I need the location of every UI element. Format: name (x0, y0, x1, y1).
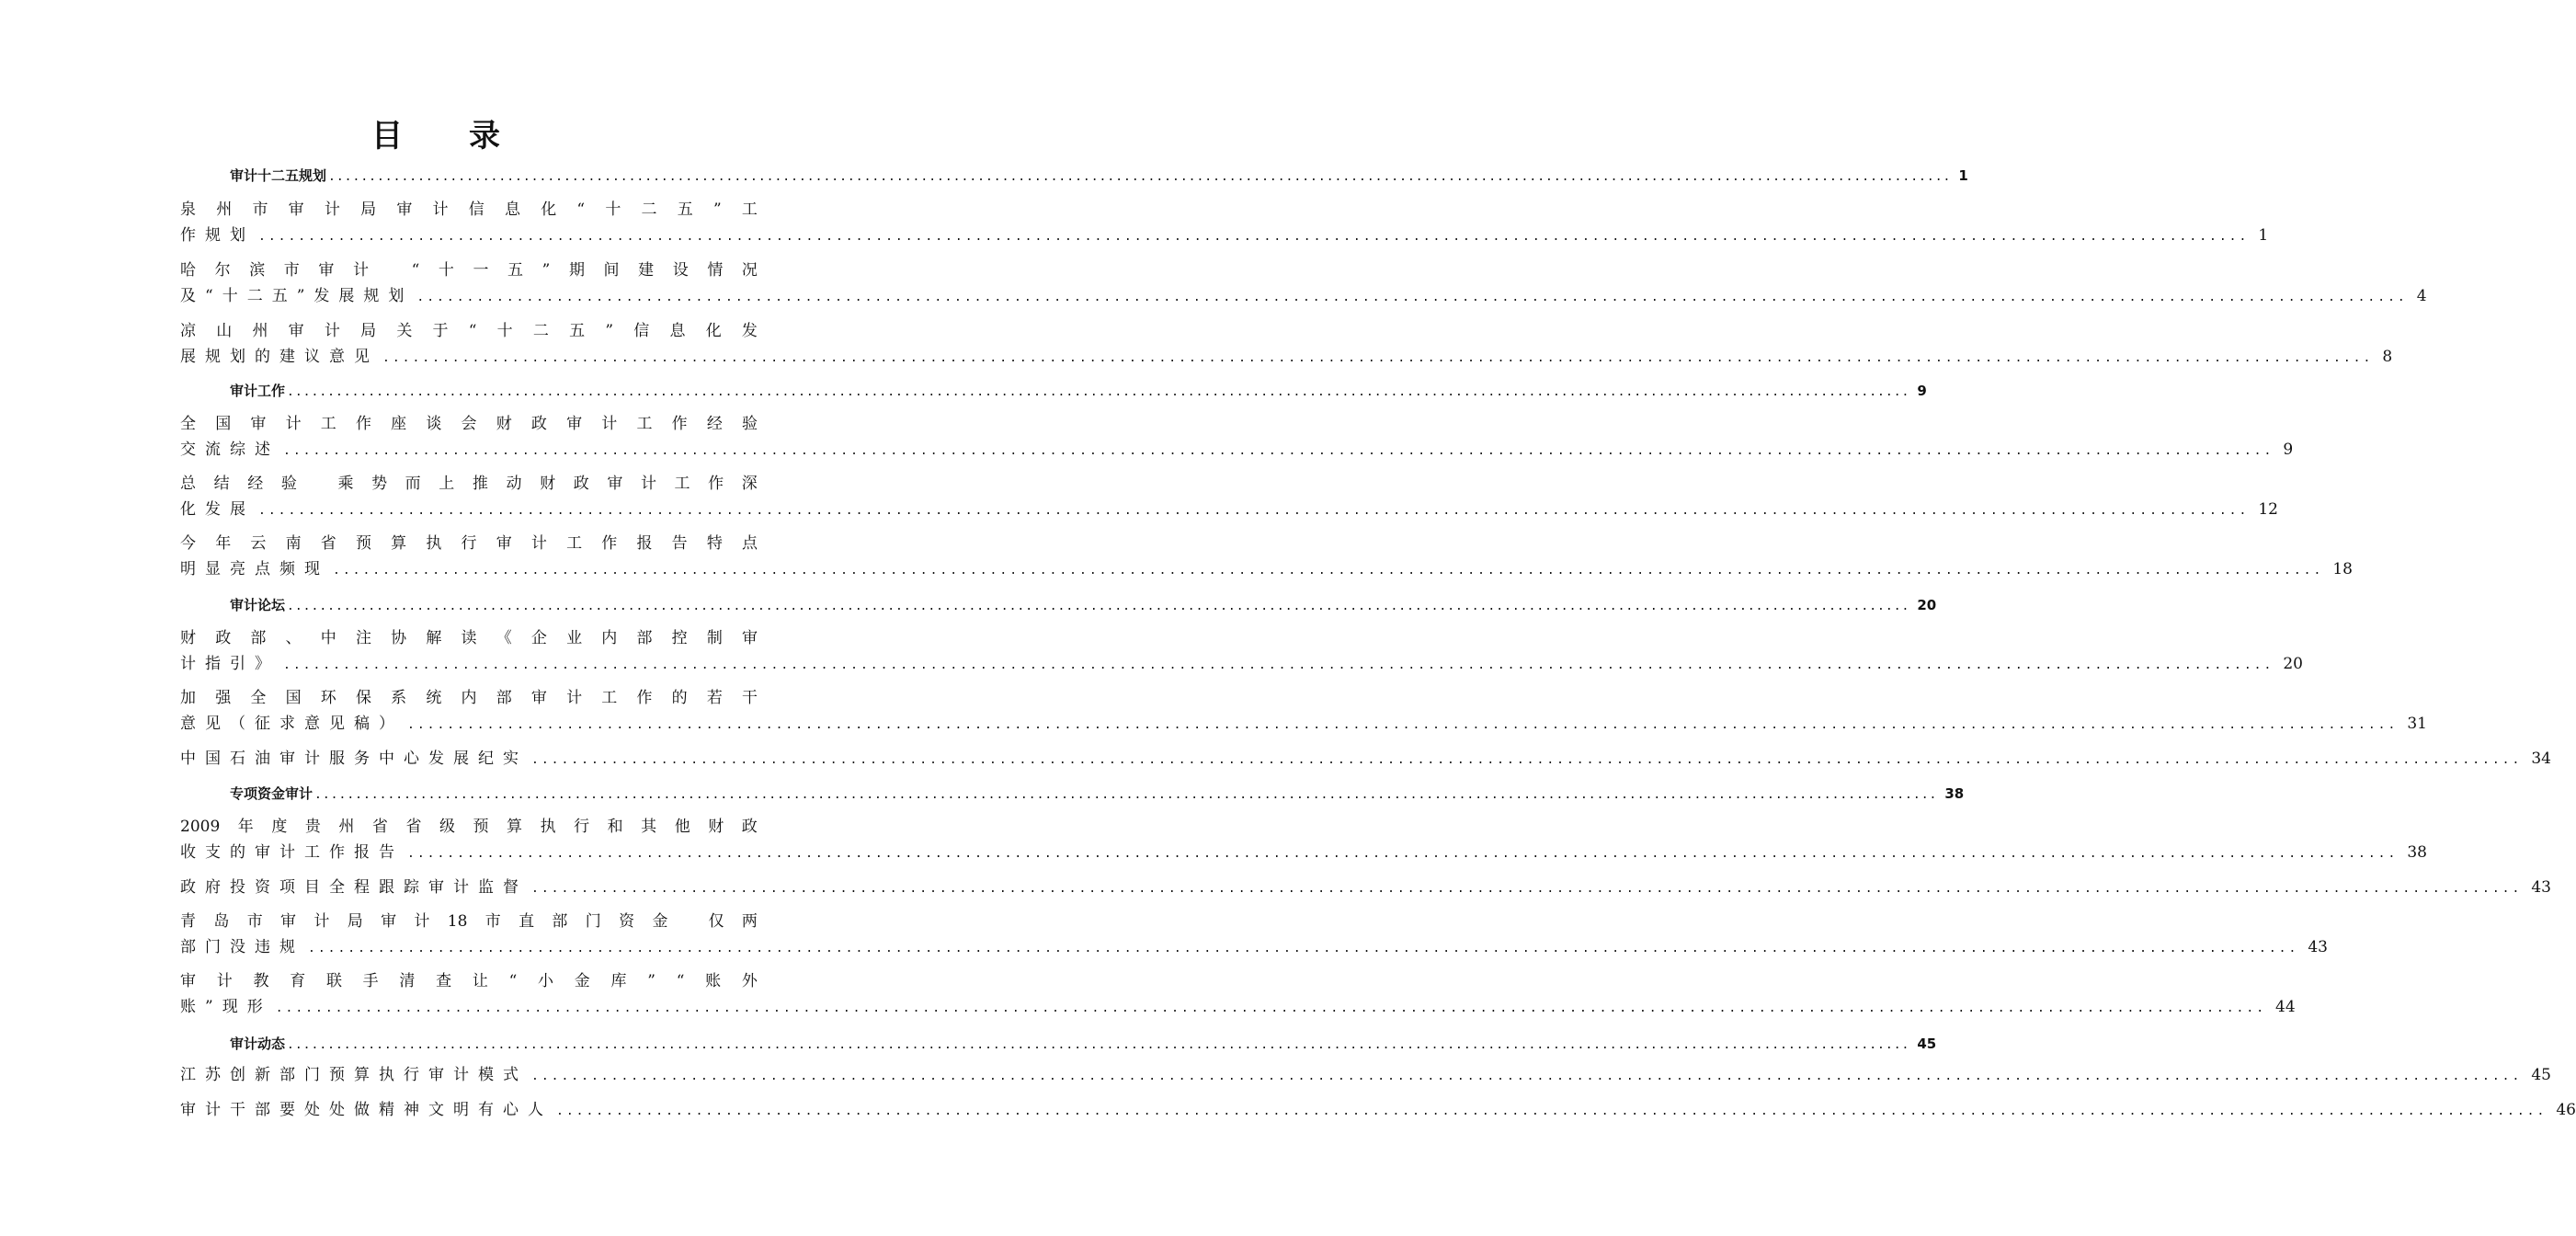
page-title (0, 110, 873, 155)
title-char: 内 (601, 629, 618, 647)
title-char: 作 (601, 534, 618, 553)
title-char: 度 (271, 818, 288, 836)
title-char: 谈 (426, 415, 442, 433)
title-char: 强 (215, 689, 232, 707)
title-char: 审 (280, 912, 297, 931)
title-char-1: 目 (371, 118, 405, 154)
entry-title-text: 意见（征求意见稿） (180, 715, 404, 733)
title-char: 局 (360, 322, 377, 340)
title-char: 财 (708, 818, 724, 836)
page-number: 31 (2407, 715, 2427, 733)
dot-leader: ........................................................................................................................................................................................................ (382, 351, 2374, 365)
entry-title-text: 收支的审计工作报告 (180, 843, 404, 862)
title-char: 读 (461, 629, 477, 647)
title-char: 关 (396, 322, 413, 340)
dot-leader: ........................................................................................................................................................................................................ (287, 385, 1910, 399)
entry-title-line-2 (180, 283, 2427, 309)
toc-entry[interactable] (180, 746, 2551, 772)
toc-entry[interactable] (180, 318, 2393, 370)
title-char: 局 (347, 912, 363, 931)
page-number: 45 (2531, 1066, 2551, 1084)
title-char: 注 (355, 629, 371, 647)
title-char: 统 (426, 689, 442, 707)
toc-entry[interactable] (180, 968, 2296, 1020)
title-char: 凉 (180, 322, 196, 340)
title-char: 计 (285, 415, 302, 433)
title-char: 、 (285, 629, 302, 647)
entry-title-line-1 (180, 531, 758, 556)
toc-entry[interactable] (180, 625, 2303, 677)
entry-title-line-1 (180, 685, 758, 711)
entry-title-text: 审计干部要处处做精神文明有心人 (180, 1101, 553, 1119)
title-char-2: 录 (469, 118, 502, 154)
title-char: 审 (180, 972, 196, 990)
title-char: 发 (741, 322, 758, 340)
title-char: 《 (496, 629, 512, 647)
entry-title-line-2 (180, 840, 2427, 865)
dot-leader: ........................................................................................................................................................................................................ (275, 1001, 2267, 1015)
page-number: 4 (2416, 287, 2427, 305)
title-char: 业 (566, 629, 583, 647)
title-char: 财 (180, 629, 196, 647)
title-char: 部 (250, 629, 267, 647)
page-number: 43 (2531, 878, 2551, 897)
dot-leader: ........................................................................................................................................................................................................ (258, 504, 2250, 518)
title-char: 计 (324, 322, 340, 340)
entry-title-line-1 (180, 197, 758, 223)
entry-title-line-2 (180, 875, 2551, 900)
title-char: 间 (603, 261, 620, 280)
title-char: 计 (601, 415, 618, 433)
title-char: 工 (741, 200, 758, 219)
entry-title-text: 交流综述 (180, 441, 279, 459)
title-char: 部 (496, 689, 512, 707)
title-char: 市 (484, 912, 501, 931)
page-number: 20 (1917, 597, 1937, 613)
title-char: ” (712, 200, 722, 219)
title-char: 期 (568, 261, 585, 280)
page-number: 1 (2258, 226, 2269, 245)
title-char: 清 (399, 972, 416, 990)
title-char: 验 (280, 475, 297, 493)
title-char: 制 (706, 629, 723, 647)
entry-title-text: 作规划 (180, 226, 255, 245)
title-char: 国 (285, 689, 302, 707)
entry-title-line-1 (180, 411, 758, 437)
page-number: 20 (2283, 655, 2303, 673)
title-char: 州 (216, 200, 233, 219)
entry-title-line-2 (180, 711, 2427, 737)
title-char: 山 (216, 322, 233, 340)
title-char: 环 (320, 689, 336, 707)
title-char: 财 (496, 415, 512, 433)
title-char: 计 (324, 200, 340, 219)
title-char: 外 (741, 972, 758, 990)
title-char: 系 (391, 689, 407, 707)
page-number: 18 (2332, 560, 2353, 578)
title-char: 让 (472, 972, 488, 990)
title-char: 市 (252, 200, 268, 219)
dot-leader: ........................................................................................................................................................................................................ (314, 788, 1938, 802)
title-char: 解 (426, 629, 442, 647)
toc-entry[interactable] (180, 471, 2278, 522)
title-char: 工 (601, 689, 618, 707)
title-char: 级 (439, 818, 455, 836)
title-char: 化 (705, 322, 722, 340)
title-char: 全 (180, 415, 196, 433)
title-char: 五 (507, 261, 524, 280)
title-char: 经 (247, 475, 264, 493)
title-char: 贵 (304, 818, 321, 836)
title-char: 仅 (708, 912, 724, 931)
title-char: 预 (355, 534, 371, 553)
title-char: 的 (671, 689, 688, 707)
entry-title-line-1 (180, 258, 758, 283)
title-char: 动 (506, 475, 522, 493)
entry-title-text: 计指引》 (180, 655, 279, 673)
dot-leader: ........................................................................................................................................................................................................ (283, 444, 2274, 458)
title-char: 十 (438, 261, 454, 280)
dot-leader: ........................................................................................................................................................................................................ (416, 291, 2408, 304)
title-char: 直 (519, 912, 535, 931)
title-char: 总 (180, 475, 196, 493)
title-char: 计 (640, 475, 656, 493)
title-char: 教 (253, 972, 269, 990)
title-char: 乘 (337, 475, 354, 493)
title-char: 计 (432, 200, 449, 219)
toc-entry[interactable] (180, 1062, 2551, 1088)
entry-title-line-2 (180, 344, 2393, 370)
title-char: 算 (507, 818, 523, 836)
title-char: 预 (473, 818, 489, 836)
title-char: 工 (320, 415, 336, 433)
section-label: 审计工作 (230, 383, 286, 399)
title-char: 五 (569, 322, 586, 340)
title-char: 内 (461, 689, 477, 707)
title-char: 金 (574, 972, 590, 990)
entry-title-line-2 (180, 934, 2328, 960)
title-char: 特 (706, 534, 723, 553)
entry-title-text: 中国石油审计服务中心发展纪实 (180, 750, 528, 768)
section-label: 专项资金审计 (230, 785, 313, 802)
title-char: 2009 (180, 818, 221, 836)
page-number: 9 (1917, 383, 1927, 399)
dot-leader: ........................................................................................................................................................................................................ (531, 753, 2523, 767)
title-char: 十 (605, 200, 621, 219)
page-number: 38 (1944, 785, 1965, 802)
title-char: 计 (530, 534, 547, 553)
title-char: 部 (552, 912, 568, 931)
title-char: 结 (213, 475, 230, 493)
title-char: 岛 (213, 912, 230, 931)
title-char: ” (647, 972, 655, 990)
title-char: 作 (671, 415, 688, 433)
dot-leader: ........................................................................................................................................................................................................ (531, 1070, 2523, 1083)
title-char: 信 (468, 200, 484, 219)
entry-title-line-2 (180, 746, 2551, 772)
entry-title-text: 明显亮点频现 (180, 560, 329, 578)
toc-section-heading[interactable] (230, 595, 1937, 614)
page-number: 45 (1917, 1036, 1937, 1052)
toc-entry[interactable] (180, 685, 2427, 737)
title-char: 省 (371, 818, 388, 836)
toc-entry[interactable] (180, 875, 2551, 900)
toc-entry[interactable] (180, 814, 2427, 865)
entry-title-text: 展规划的建议意见 (180, 348, 379, 366)
section-label: 审计论坛 (230, 597, 286, 613)
title-char: 金 (652, 912, 668, 931)
entry-title-text: 化发展 (180, 500, 255, 519)
title-char: 滨 (249, 261, 266, 280)
title-char: 财 (540, 475, 556, 493)
title-char: “ (468, 322, 477, 340)
title-char: 省 (320, 534, 336, 553)
entry-title-line-2 (180, 437, 2294, 463)
title-char: 中 (320, 629, 336, 647)
title-char: 作 (708, 475, 724, 493)
entry-title-text: 及“十二五”发展规划 (180, 287, 414, 305)
title-char: 协 (391, 629, 407, 647)
title-char: 点 (742, 534, 758, 553)
title-char: 息 (669, 322, 686, 340)
entry-title-line-1 (180, 471, 758, 497)
title-char: 审 (288, 200, 304, 219)
entry-title-text: 账”现形 (180, 998, 272, 1016)
title-char: 哈 (180, 261, 196, 280)
title-char: 十 (496, 322, 513, 340)
title-char: 信 (633, 322, 650, 340)
title-char: 于 (432, 322, 449, 340)
title-char: 局 (360, 200, 377, 219)
title-char: 资 (619, 912, 635, 931)
title-char: 座 (391, 415, 407, 433)
entry-title-line-2 (180, 1062, 2551, 1088)
entry-title-line-1 (180, 909, 758, 934)
title-char: 算 (391, 534, 407, 553)
title-char: 州 (338, 818, 355, 836)
section-label: 审计动态 (230, 1036, 286, 1052)
title-char: 审 (396, 200, 413, 219)
title-char: 18 (447, 912, 468, 931)
entry-title-line-1 (180, 814, 758, 840)
title-char: 今 (180, 534, 196, 553)
title-char: 其 (641, 818, 657, 836)
toc-section-heading[interactable] (230, 784, 1965, 803)
toc-section-heading[interactable] (230, 381, 1927, 400)
title-char: 联 (325, 972, 342, 990)
title-char: 市 (283, 261, 300, 280)
toc-entry[interactable] (180, 909, 2328, 960)
entry-title-line-1 (180, 318, 758, 344)
title-char: 二 (532, 322, 549, 340)
title-char: 账 (705, 972, 722, 990)
title-char: 化 (541, 200, 557, 219)
title-char: 育 (290, 972, 306, 990)
title-char: 报 (636, 534, 653, 553)
title-char: 市 (246, 912, 263, 931)
title-char: 审 (496, 534, 512, 553)
toc-entry[interactable] (180, 258, 2427, 309)
title-char: 情 (707, 261, 724, 280)
dot-leader: ........................................................................................................................................................................................................ (328, 170, 1952, 184)
title-char: 库 (610, 972, 627, 990)
title-char: 行 (574, 818, 590, 836)
entry-title-line-1 (180, 625, 758, 651)
section-label: 审计十二五规划 (230, 167, 327, 184)
title-char: 审 (318, 261, 335, 280)
title-char: “ (676, 972, 685, 990)
title-char: 上 (439, 475, 455, 493)
title-char: 二 (641, 200, 657, 219)
toc-entry[interactable] (180, 531, 2353, 582)
title-char: “ (576, 200, 586, 219)
title-char: 息 (504, 200, 520, 219)
dot-leader: ........................................................................................................................................................................................................ (531, 882, 2523, 896)
title-char: 工 (636, 415, 653, 433)
title-char: 审 (250, 415, 267, 433)
title-char: 经 (706, 415, 723, 433)
title-char: 计 (352, 261, 369, 280)
title-char: 尔 (214, 261, 231, 280)
title-char: 小 (538, 972, 554, 990)
title-char: 两 (741, 912, 758, 931)
title-char: 而 (405, 475, 421, 493)
title-char: 泉 (180, 200, 196, 219)
title-char: 五 (677, 200, 693, 219)
entry-title-text: 部门没违规 (180, 938, 304, 956)
page-number: 12 (2258, 500, 2278, 519)
dot-leader: ........................................................................................................................................................................................................ (287, 600, 1910, 613)
title-char: 审 (288, 322, 304, 340)
title-char: 执 (426, 534, 442, 553)
page-number: 43 (2308, 938, 2328, 956)
title-char: ” (541, 261, 551, 280)
title-char: 审 (742, 629, 758, 647)
entry-title-line-2 (180, 994, 2296, 1020)
dot-leader: ........................................................................................................................................................................................................ (407, 847, 2399, 861)
title-char: “ (411, 261, 420, 280)
title-char: 会 (461, 415, 477, 433)
title-char: 验 (742, 415, 758, 433)
title-char: 一 (473, 261, 489, 280)
toc-entry[interactable] (180, 411, 2294, 463)
entry-title-line-2 (180, 651, 2303, 677)
title-char: 推 (472, 475, 488, 493)
entry-title-line-2 (180, 223, 2269, 248)
title-char: 他 (674, 818, 690, 836)
title-char (686, 909, 690, 934)
dot-leader: ........................................................................................................................................................................................................ (287, 1038, 1910, 1052)
title-char: 部 (636, 629, 653, 647)
page-number: 8 (2382, 348, 2393, 366)
title-char: 告 (671, 534, 688, 553)
page-number: 34 (2531, 750, 2551, 768)
title-char: 审 (381, 912, 397, 931)
title-char: 全 (250, 689, 267, 707)
dot-leader: ........................................................................................................................................................................................................ (308, 942, 2299, 956)
title-char: 计 (313, 912, 330, 931)
dot-leader: ........................................................................................................................................................................................................ (333, 564, 2324, 578)
title-char: 保 (355, 689, 371, 707)
entry-title-line-2 (180, 1097, 2576, 1123)
title-char (388, 258, 393, 283)
toc-entry[interactable] (180, 1097, 2576, 1123)
title-char: 国 (215, 415, 232, 433)
title-char: 建 (638, 261, 655, 280)
dot-leader: ........................................................................................................................................................................................................ (283, 658, 2274, 672)
title-char: 干 (742, 689, 758, 707)
title-char: 审 (530, 689, 547, 707)
title-char: 执 (540, 818, 556, 836)
title-char: “ (508, 972, 518, 990)
title-char: 政 (215, 629, 232, 647)
title-char: 南 (285, 534, 302, 553)
title-char: 企 (530, 629, 547, 647)
dot-leader: ........................................................................................................................................................................................................ (407, 718, 2399, 732)
title-char: 作 (355, 415, 371, 433)
title-char: 省 (405, 818, 422, 836)
toc-entry[interactable] (180, 197, 2269, 248)
title-char: 审 (607, 475, 623, 493)
entry-title-text: 江苏创新部门预算执行审计模式 (180, 1066, 528, 1084)
entry-title-text: 政府投资项目全程跟踪审计监督 (180, 878, 528, 897)
title-char: 行 (461, 534, 477, 553)
title-char (314, 471, 319, 497)
title-char: 计 (414, 912, 430, 931)
title-char: 工 (566, 534, 583, 553)
title-char: 手 (362, 972, 379, 990)
title-char: 作 (636, 689, 653, 707)
dot-leader: ........................................................................................................................................................................................................ (258, 230, 2250, 244)
title-char: 计 (216, 972, 233, 990)
title-char: 设 (672, 261, 689, 280)
title-char: 门 (585, 912, 601, 931)
toc-section-heading[interactable] (230, 166, 1968, 185)
title-char: 政 (741, 818, 758, 836)
page-number: 1 (1958, 167, 1968, 184)
title-char: 年 (237, 818, 254, 836)
title-char: 势 (371, 475, 388, 493)
title-char: 若 (706, 689, 723, 707)
title-char: 加 (180, 689, 196, 707)
title-char: 州 (252, 322, 268, 340)
page-number: 9 (2283, 441, 2294, 459)
title-char: 深 (741, 475, 758, 493)
title-char: 青 (180, 912, 196, 931)
page-number: 46 (2556, 1101, 2576, 1119)
title-char: 审 (566, 415, 583, 433)
title-char: 控 (671, 629, 688, 647)
title-char: 查 (436, 972, 452, 990)
entry-title-line-1 (180, 968, 758, 994)
title-char: 政 (573, 475, 589, 493)
page-number: 44 (2275, 998, 2296, 1016)
page-number: 38 (2407, 843, 2427, 862)
title-char: 年 (215, 534, 232, 553)
title-char: 工 (674, 475, 690, 493)
toc-section-heading[interactable] (230, 1034, 1937, 1053)
title-char: 况 (741, 261, 758, 280)
entry-title-line-2 (180, 497, 2278, 522)
title-char: 云 (250, 534, 267, 553)
entry-title-line-2 (180, 556, 2353, 582)
title-char: 和 (607, 818, 623, 836)
dot-leader: ........................................................................................................................................................................................................ (556, 1104, 2548, 1118)
title-char: ” (605, 322, 614, 340)
title-char: 计 (566, 689, 583, 707)
title-char: 政 (530, 415, 547, 433)
